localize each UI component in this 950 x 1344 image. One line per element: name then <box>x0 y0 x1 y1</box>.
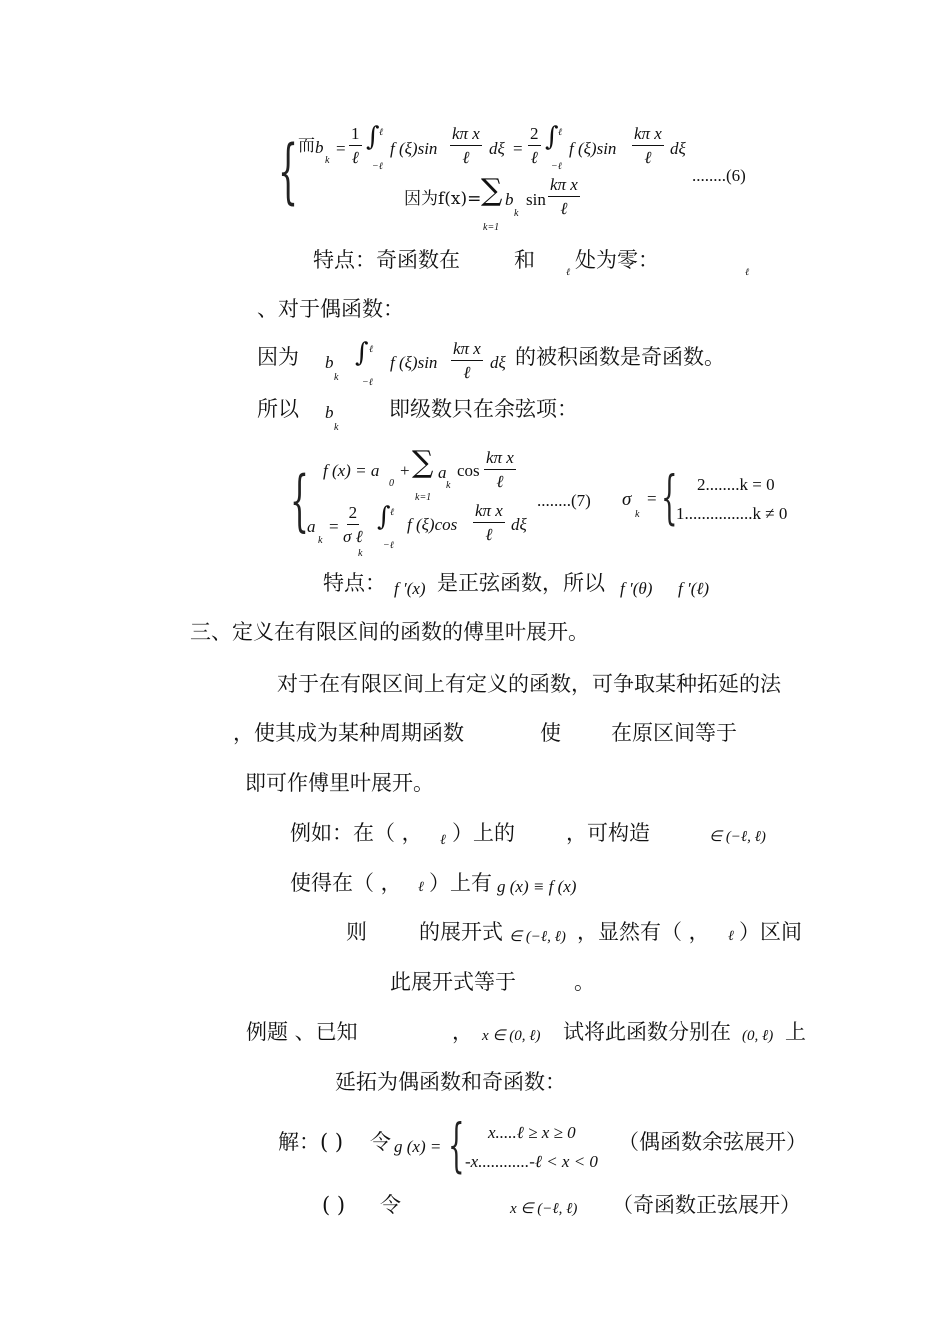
eq7-a-k: k <box>446 480 451 491</box>
solution-2-domain: x ∈ (−ℓ, ℓ) <box>510 1201 578 1217</box>
so-lead: 所以 <box>257 397 299 421</box>
eq7-fraction-2-sigma: 2 σ ℓ <box>343 503 363 546</box>
because-k: k <box>334 372 339 383</box>
such-text: 使得在（ ， <box>290 871 402 895</box>
sigma-brace: { <box>661 463 678 531</box>
because-integral: ∫ <box>355 338 369 368</box>
eq7-integrand: f (ξ)cos <box>407 515 458 534</box>
solution-1-g: g (x) = <box>394 1137 442 1156</box>
fraction-1-over-ell: 1 ℓ <box>351 124 360 167</box>
because-fraction: kπ x ℓ <box>453 339 481 382</box>
fraction-2-over-ell: 2 ℓ <box>530 124 539 167</box>
because-lower: −ℓ <box>362 377 373 388</box>
equals-2: = <box>513 139 523 158</box>
sigma-case-1: 2........k = 0 <box>697 475 775 494</box>
eq7-upper: ℓ <box>390 507 395 518</box>
exercise-interval: (0, ℓ) <box>742 1028 774 1044</box>
then-domain: ∈ (−ℓ, ℓ) <box>509 929 566 945</box>
because-upper: ℓ <box>369 344 374 355</box>
eq7-cos: cos <box>457 461 480 480</box>
equals-1: = <box>336 139 346 158</box>
eq7-a0-sub: 0 <box>389 478 394 489</box>
example-domain: ∈ (−ℓ, ℓ) <box>709 829 766 845</box>
equal-text: 此展开式等于 <box>390 970 516 994</box>
eq7-tag: ........(7) <box>537 491 591 510</box>
exercise-text: 试将此函数分别在 <box>563 1020 731 1044</box>
left-brace-eq6: { <box>278 130 299 212</box>
so-tail: 即级数只在余弦项： <box>389 397 578 421</box>
para-2-c: 在原区间等于 <box>611 721 737 745</box>
then-exp: 的展开式 <box>419 920 503 944</box>
eq7-lower: −ℓ <box>383 540 394 551</box>
eq7-fraction-3: kπ x ℓ <box>475 501 503 544</box>
so-b: b <box>325 403 334 422</box>
section-3-heading: 三、定义在有限区间的函数的傅里叶展开。 <box>190 620 589 644</box>
fraction-k-pi-x-3: kπ x ℓ <box>550 175 578 218</box>
exercise-lead: 例题 、已知 <box>246 1020 358 1044</box>
because-tail: 的被积函数是奇函数。 <box>515 345 725 369</box>
eq7-a: a <box>438 463 447 482</box>
equal-period: 。 <box>574 970 595 994</box>
left-brace-eq7: { <box>290 462 309 539</box>
b-k-lhs: b <box>315 138 324 157</box>
b-k-rhs: b <box>505 190 514 209</box>
exercise-2: 延拓为偶函数和奇函数： <box>335 1070 566 1094</box>
eq7-dxi: dξ <box>511 515 527 534</box>
solution-1-lead: 解：( ) <box>278 1130 344 1154</box>
lower-limit-2: −ℓ <box>551 161 562 172</box>
eq7-equals: = <box>329 517 339 536</box>
sigma-k-sub: k <box>635 509 640 520</box>
solution-2-let: 令 <box>380 1193 401 1217</box>
solution-2-note: （奇函数正弦展开） <box>612 1193 801 1217</box>
example-text: 例如：在（ ， <box>290 821 423 845</box>
then-text: 则 <box>346 920 367 944</box>
sigma-case-2: 1................k ≠ 0 <box>676 504 788 523</box>
even-feature-fl: f ′(ℓ) <box>678 579 710 598</box>
sigma-k-symbol: σ <box>622 489 632 510</box>
even-feature-text: 特点： <box>323 571 386 595</box>
such-ell: ℓ <box>418 880 424 895</box>
odd-feature-and: 和 <box>514 248 535 272</box>
exercise-comma: ， <box>452 1020 473 1044</box>
odd-feature-ell-1: ℓ <box>566 267 571 278</box>
solution-1-let: 令 <box>370 1130 391 1154</box>
because-integrand: f (ξ)sin <box>390 353 438 372</box>
sub-k: k <box>325 155 330 166</box>
para-2-a: ，使其成为某种周期函数 <box>233 721 464 745</box>
sin-label: sin <box>526 190 546 209</box>
eq7-ak: a <box>307 517 316 536</box>
so-k: k <box>334 422 339 433</box>
example-text-3: ，可构造 <box>566 821 650 845</box>
even-heading: 、对于偶函数： <box>257 297 404 321</box>
even-feature-middle: 是正弦函数，所以 <box>437 571 605 595</box>
eq7-fraction-1: kπ x ℓ <box>486 448 514 491</box>
integrand-1: f (ξ)sin <box>390 139 438 158</box>
sum-sign: ∑ <box>481 173 503 208</box>
eq7-sigma-k: k <box>358 548 363 559</box>
eq7-fx: f (x) = a <box>323 461 380 480</box>
para-3: 即可作傅里叶展开。 <box>245 771 434 795</box>
upper-limit: ℓ <box>379 127 384 138</box>
such-text-2: ）上有 <box>429 871 492 895</box>
sum-lower: k=1 <box>483 222 500 233</box>
d-xi-1: dξ <box>489 139 505 158</box>
example-ell: ℓ <box>440 833 446 848</box>
even-feature-fprime: f ′(x) <box>394 579 426 598</box>
then-ell: ℓ <box>728 929 734 944</box>
because-dxi: dξ <box>490 353 506 372</box>
because-b: b <box>325 353 334 372</box>
even-feature-f0: f ′(θ) <box>620 579 653 598</box>
sigma-equals: = <box>647 489 657 508</box>
solution-1-brace: { <box>448 1111 465 1179</box>
integral-sign: ∫ <box>366 122 380 152</box>
such-identity: g (x) ≡ f (x) <box>497 877 577 896</box>
exercise-domain: x ∈ (0, ℓ) <box>482 1028 541 1044</box>
upper-limit-2: ℓ <box>558 127 563 138</box>
odd-feature-text: 特点：奇函数在 <box>313 248 460 272</box>
eq6-tag: ........(6) <box>692 166 746 185</box>
sub-k-rhs: k <box>514 208 519 219</box>
d-xi-2: dξ <box>670 139 686 158</box>
solution-1-case-1: x.....ℓ ≥ x ≥ 0 <box>488 1123 576 1142</box>
lower-limit: −ℓ <box>372 161 383 172</box>
exercise-upper: 上 <box>785 1020 806 1044</box>
example-text-2: ）上的 <box>452 821 515 845</box>
integral-sign-2: ∫ <box>545 122 559 152</box>
eq7-integral: ∫ <box>377 502 391 532</box>
solution-2-lead: ( ) <box>322 1193 346 1217</box>
because-lead: 因为 <box>257 345 299 369</box>
integrand-2: f (ξ)sin <box>569 139 617 158</box>
eq7-ak-k: k <box>318 535 323 546</box>
er-char: 而 <box>298 136 315 156</box>
solution-1-case-2: -x............-ℓ < x < 0 <box>465 1152 598 1171</box>
then-text-3: ）区间 <box>739 920 802 944</box>
because-fx: 因为f(x)= <box>404 189 482 209</box>
fraction-k-pi-x-1: kπ x ℓ <box>452 124 480 167</box>
odd-feature-zero: 处为零： <box>575 248 659 272</box>
para-1: 对于在有限区间上有定义的函数，可争取某种拓延的法 <box>277 672 781 696</box>
eq7-plus: + <box>400 461 410 480</box>
odd-feature-ell-2: ℓ <box>745 267 750 278</box>
then-text-2: ，显然有（ ， <box>577 920 710 944</box>
para-2-b: 使 <box>540 721 561 745</box>
fraction-k-pi-x-2: kπ x ℓ <box>634 124 662 167</box>
eq7-sum-lower: k=1 <box>415 492 432 503</box>
eq7-sum: ∑ <box>412 445 434 480</box>
solution-1-note: （偶函数余弦展开） <box>618 1130 807 1154</box>
